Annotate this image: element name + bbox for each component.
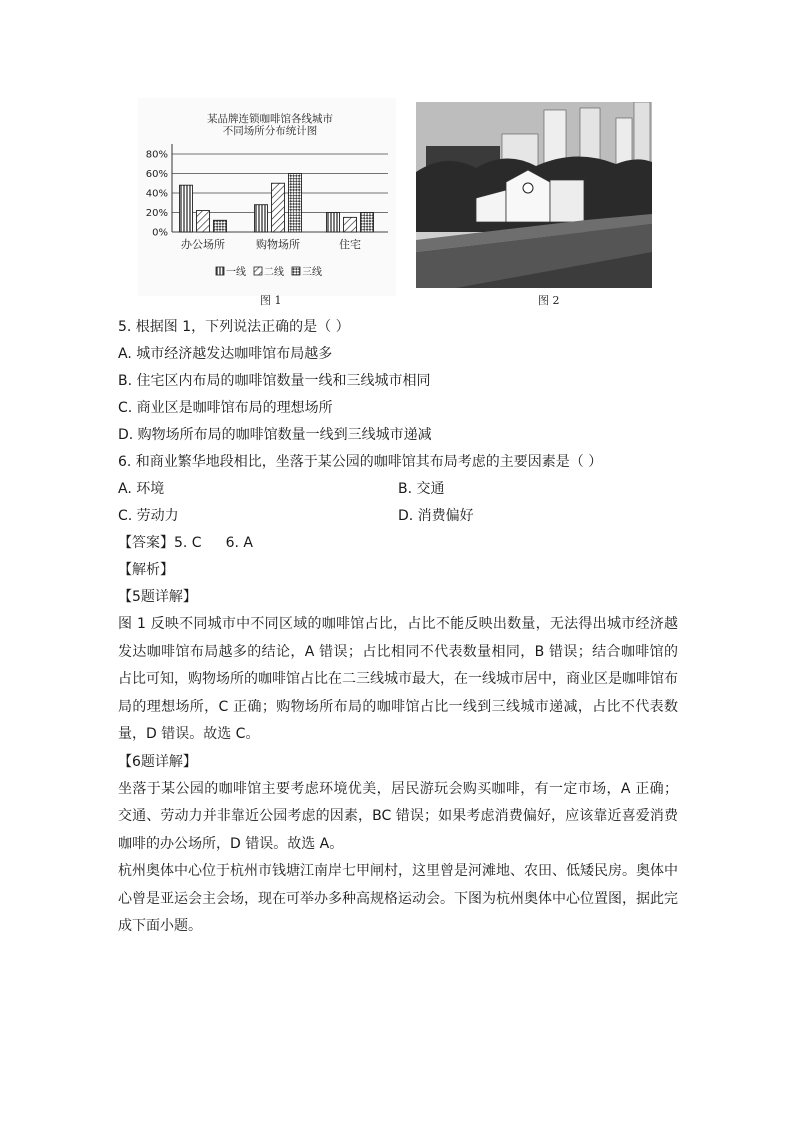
bar-二线-办公场所 [197, 211, 210, 232]
figure1-chart [138, 98, 396, 296]
q6-option-c: C. 劳动力 [118, 508, 179, 524]
q5-option-a: A. 城市经济越发达咖啡馆布局越多 [118, 346, 333, 362]
x-tick-label: 住宅 [339, 238, 361, 251]
y-tick-label: 80% [145, 149, 168, 161]
bar-三线-住宅 [361, 213, 374, 233]
q5-option-d: D. 购物场所布局的咖啡馆数量一线到三线城市递减 [118, 427, 432, 443]
answer-line [118, 530, 678, 557]
answer-5: 5. C [174, 535, 202, 551]
bar-三线-办公场所 [214, 220, 227, 232]
q6-option-a: A. 环境 [118, 481, 165, 497]
chart-title-line-1: 某品牌连锁咖啡馆各线城市 [207, 113, 333, 125]
park-cafe-photo [416, 102, 652, 288]
answer-label: 【答案】 [118, 535, 174, 551]
x-tick-labels [181, 237, 361, 251]
analysis-label: 【解析】 [118, 562, 174, 578]
bar-一线-办公场所 [180, 185, 193, 232]
x-tick-label: 办公场所 [181, 238, 225, 251]
q5-option-b: B. 住宅区内布局的咖啡馆数量一线和三线城市相同 [118, 373, 431, 389]
legend-swatch [292, 267, 300, 275]
q5-stem: 5. 根据图 1，下列说法正确的是（ ） [118, 319, 350, 335]
next-intro-text: 杭州奥体中心位于杭州市钱塘江南岸七甲闸村，这里曾是河滩地、农田、低矮民房。奥体中心曾是亚运会主会场，现在可举办多种高规格运动会。下图为杭州奥体中心位置图，据此完成下面小题。 [118, 863, 678, 934]
y-tick-label: 40% [145, 188, 168, 200]
legend-label: 三线 [302, 267, 322, 278]
legend-swatch [254, 267, 262, 275]
bar-二线-购物场所 [272, 183, 285, 232]
y-tick-labels [146, 150, 168, 239]
bar-chart [138, 98, 396, 296]
chart-title-line-2: 不同场所分布统计图 [222, 125, 318, 137]
legend-label: 一线 [226, 267, 246, 278]
bar-二线-住宅 [344, 217, 357, 232]
q6-options-row-2 [118, 503, 678, 530]
answer-6: 6. A [225, 535, 253, 551]
bar-三线-购物场所 [289, 174, 302, 233]
q6-options-row-1 [118, 476, 678, 503]
figure2-caption: 图 2 [538, 294, 560, 307]
q6-detail-text: 坐落于某公园的咖啡馆主要考虑环境优美，居民游玩会购买咖啡，有一定市场，A 正确；交通、劳动力并非靠近公园考虑的因素，BC 错误；如果考虑消费偏好，应该靠近喜爱消费咖啡的办公场所，D 错误。故选 A。 [118, 780, 678, 852]
legend-label: 二线 [264, 267, 284, 278]
bars [180, 174, 374, 233]
x-tick-label: 购物场所 [256, 238, 300, 251]
figure2-photo [416, 102, 652, 288]
q5-detail-text: 图 1 反映不同城市中不同区域的咖啡馆占比，占比不能反映出数量，无法得出城市经济越发达咖啡馆布局越多的结论，A 错误；占比相同不代表数量相同，B 错误；结合咖啡馆的占比可知，购物场所的咖啡馆占比在二三线城市最大，在一线城市居中，商业区是咖啡馆布局的理想场所，C 正确；购物场所布局的咖啡馆占比一线到三线城市递减，占比不代表数量，D 错误。故选 C。 [118, 616, 678, 742]
legend [216, 265, 322, 278]
figures-row [138, 98, 658, 310]
figure1-caption: 图 1 [260, 294, 282, 307]
y-tick-label: 20% [145, 208, 168, 219]
q6-option-d: D. 消费偏好 [398, 508, 474, 524]
q6-option-b: B. 交通 [398, 481, 445, 497]
y-tick-label: 0% [152, 227, 168, 239]
q5-option-c: C. 商业区是咖啡馆布局的理想场所 [118, 400, 333, 416]
document-body [118, 314, 678, 941]
y-tick-label: 60% [145, 169, 168, 180]
bar-一线-购物场所 [255, 205, 268, 232]
bar-一线-住宅 [327, 213, 340, 233]
q6-detail-label: 【6题详解】 [118, 753, 197, 770]
legend-swatch [216, 267, 224, 275]
q6-stem: 6. 和商业繁华地段相比，坐落于某公园的咖啡馆其布局考虑的主要因素是（ ） [118, 454, 603, 470]
q5-detail-label: 【5题详解】 [118, 589, 197, 605]
